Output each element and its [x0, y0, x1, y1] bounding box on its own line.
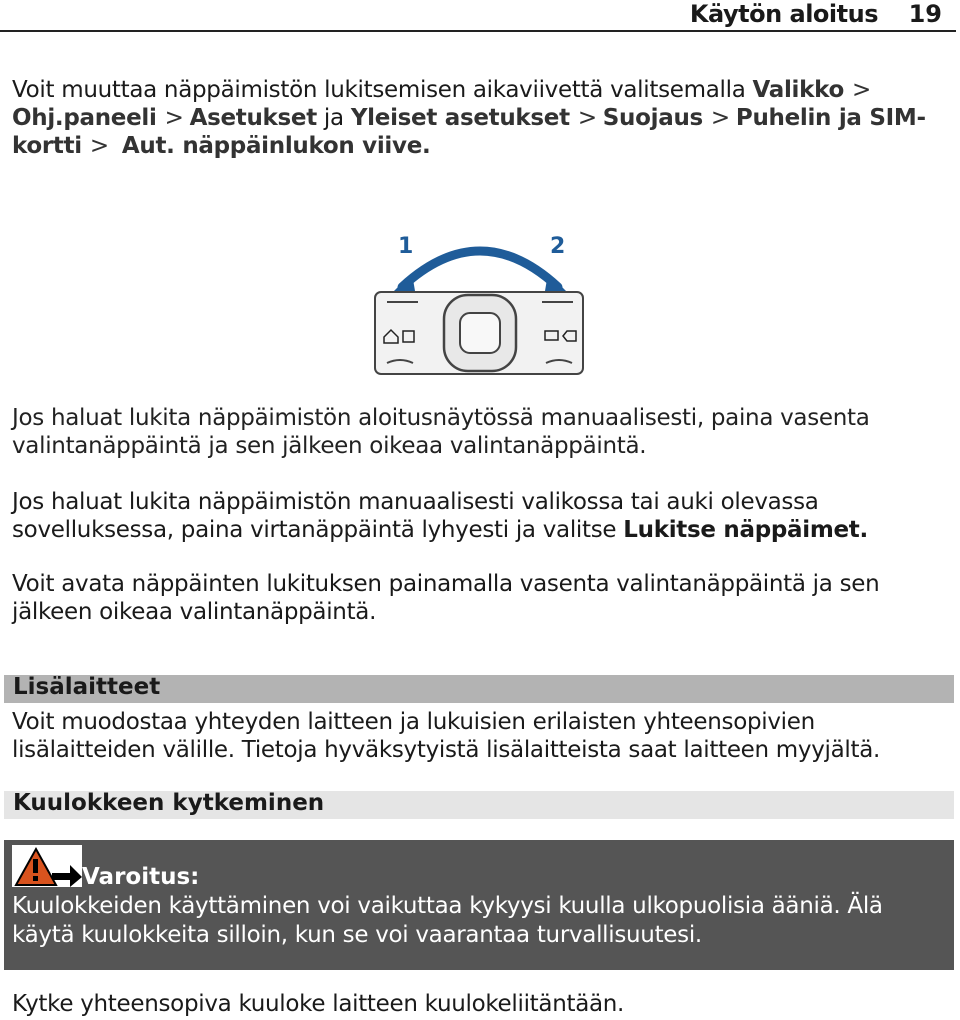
- chapter-title: Käytön aloitus: [689, 0, 878, 28]
- curved-arrow: [402, 251, 558, 287]
- section-header-accessories: [4, 675, 954, 703]
- menu-item-asetukset: Asetukset: [189, 105, 317, 131]
- paragraph-lock-menu: [12, 488, 952, 544]
- intro-conjunction: ja: [323, 105, 344, 131]
- section-title-accessories: Lisälaitteet: [13, 674, 161, 700]
- menu-item-aut-viive: Aut. näppäinlukon viive.: [121, 133, 431, 159]
- keypad-illustration: [360, 225, 600, 380]
- step-label-1: 1: [398, 234, 414, 259]
- menu-item-ohjpaneeli: Ohj.paneeli: [12, 105, 157, 131]
- warning-box: [4, 840, 954, 970]
- page-number: 19: [908, 0, 942, 28]
- menu-item-yleiset-asetukset: Yleiset asetukset: [350, 105, 570, 131]
- intro-text: Voit muuttaa näppäimistön lukitsemisen aikaviivettä valitsemalla: [12, 77, 746, 103]
- step-label-2: 2: [550, 234, 566, 259]
- intro-paragraph: [12, 76, 952, 160]
- menu-item-valikko: Valikko: [752, 77, 845, 103]
- lock-keys-command: Lukitse näppäimet.: [623, 517, 868, 543]
- page-header: [0, 0, 956, 32]
- section-title-headset: Kuulokkeen kytkeminen: [13, 790, 325, 816]
- warning-text: Kuulokkeiden käyttäminen voi vaikuttaa kykyysi kuulla ulkopuolisia ääniä. Älä käytä kuulokkeita silloin, kun se voi vaarantaa turvallisuutesi.: [12, 893, 883, 948]
- paragraph-connect-headset: Kytke yhteensopiva kuuloke laitteen kuulokeliitäntään.: [12, 991, 625, 1017]
- menu-separator: >: [577, 105, 597, 131]
- warning-icon: [12, 845, 82, 887]
- menu-separator: >: [164, 105, 184, 131]
- menu-item-puhelin-ja-sim: Puhelin ja SIM-kortti: [12, 105, 926, 159]
- menu-item-suojaus: Suojaus: [602, 105, 703, 131]
- paragraph-lock-home: Jos haluat lukita näppäimistön aloitusnäytössä manuaalisesti, paina vasenta valintanäppäintä ja sen jälkeen oikeaa valintanäppäintä.: [12, 405, 870, 459]
- menu-separator: >: [852, 77, 872, 103]
- keypad-lock-diagram: [360, 225, 600, 380]
- paragraph-unlock: Voit avata näppäinten lukituksen painamalla vasenta valintanäppäintä ja sen jälkeen oikeaa valintanäppäintä.: [12, 571, 880, 625]
- section-header-headset: [4, 791, 954, 819]
- lock-menu-text: Jos haluat lukita näppäimistön manuaalisesti valikossa tai auki olevassa sovelluksessa, paina virtanäppäintä lyhyesti ja valitse: [12, 489, 819, 543]
- paragraph-accessories: Voit muodostaa yhteyden laitteen ja lukuisien erilaisten yhteensopivien lisälaitteiden välille. Tietoja hyväksytyistä lisälaitteista saat laitteen myyjältä.: [12, 709, 881, 763]
- menu-separator: >: [89, 133, 109, 159]
- warning-label: Varoitus:: [82, 864, 200, 890]
- menu-separator: >: [710, 105, 730, 131]
